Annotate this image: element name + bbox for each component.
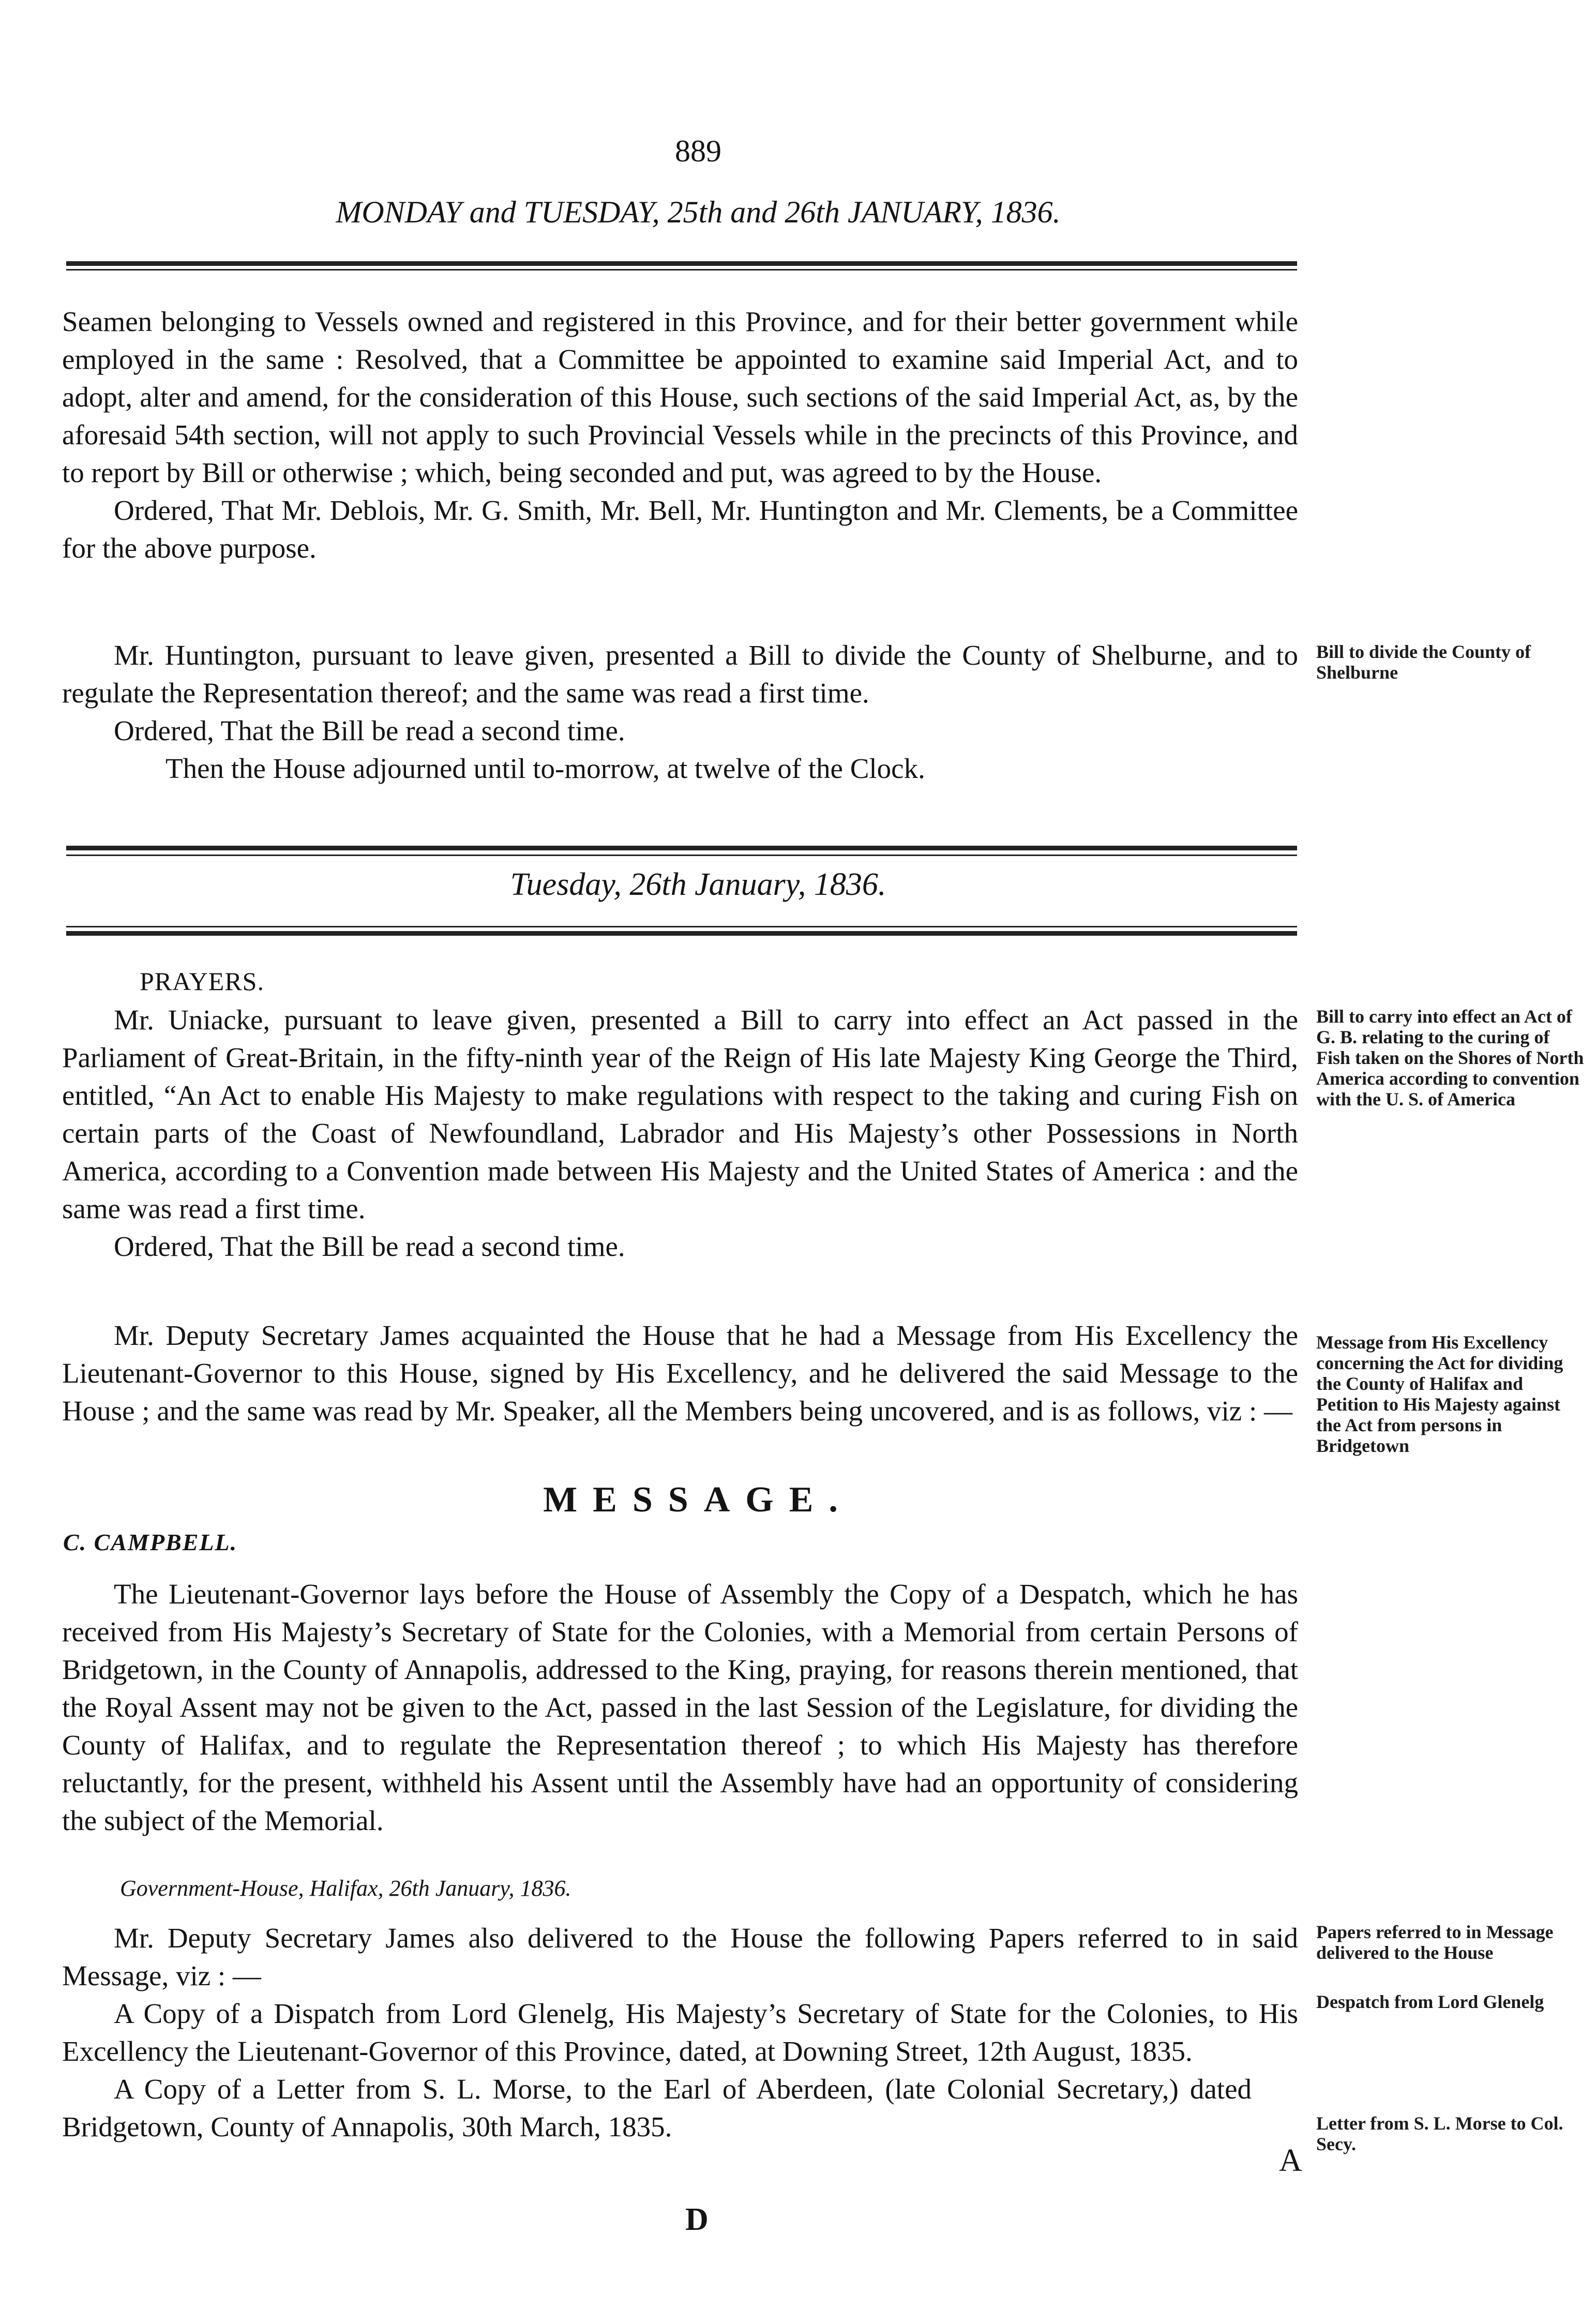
paragraph: Mr. Huntington, pursuant to leave given, presented a Bill to divide the County of Shelburne, and to regulate the Representation thereof; and the same was read a first time.	[62, 639, 1298, 709]
section-rule-thin-2	[66, 926, 1297, 927]
paragraph-adjourned: Then the House adjourned until to-morrow, at twelve of the Clock.	[165, 753, 925, 784]
proceedings-block-1	[62, 303, 1298, 567]
paragraph-ordered: Ordered, That Mr. Deblois, Mr. G. Smith, Mr. Bell, Mr. Huntington and Mr. Clements, be a Committee for the above purpose.	[62, 494, 1298, 564]
paragraph-ordered: Ordered, That the Bill be read a second time.	[114, 715, 625, 746]
section-rule-thick	[66, 846, 1297, 850]
section-rule-thick-2	[66, 931, 1297, 936]
signature-mark: D	[685, 2202, 709, 2237]
message-title: MESSAGE.	[543, 1480, 853, 1520]
header-rule-thin	[66, 269, 1297, 271]
message-body	[62, 1575, 1298, 1839]
paragraph: The Lieutenant-Governor lays before the House of Assembly the Copy of a Despatch, which he has received from His Majesty’s Secretary of State for the Colonies, with a Memorial from certain Persons of Bridgetown, in the County of Annapolis, addressed to the King, praying, for reasons therein mentioned, that the Royal Assent may not be given to the Act, passed in the last Session of the Legislature, for dividing the County of Halifax, and to regulate the Representation thereof ; to which His Majesty has therefore reluctantly, for the present, withheld his Assent until the Assembly have had an opportunity of considering the subject of the Memorial.	[62, 1578, 1298, 1836]
message-dateline: Government-House, Halifax, 26th January, 1836.	[120, 1876, 571, 1901]
paragraph: Mr. Deputy Secretary James also delivered to the House the following Papers referred to in said Message, viz : —	[62, 1922, 1298, 1991]
margin-note-glenelg: Despatch from Lord Glenelg	[1316, 1991, 1544, 2012]
paragraph: A Copy of a Letter from S. L. Morse, to the Earl of Aberdeen, (late Colonial Secretary,) dated Bridgetown, County of Annapolis, 30th March, 1835.	[62, 2073, 1252, 2142]
paragraph: Mr. Uniacke, pursuant to leave given, presented a Bill to carry into effect an Act passed in the Parliament of Great-Britain, in the fifty-ninth year of the Reign of His late Majesty King George the Third, entitled, “An Act to enable His Majesty to make regulations with respect to the taking and curing Fish on certain parts of the Coast of Newfoundland, Labrador and His Majesty’s other Possessions in North America, according to a Convention made between His Majesty and the United States of America : and the same was read a first time.	[62, 1004, 1298, 1224]
margin-note-morse: Letter from S. L. Morse to Col. Secy.	[1316, 2113, 1563, 2154]
proceedings-block-3	[62, 1001, 1298, 1265]
page-number: 889	[675, 134, 721, 168]
paragraph-ordered: Ordered, That the Bill be read a second time.	[114, 1231, 625, 1262]
page-header: MONDAY and TUESDAY, 25th and 26th JANUARY, 1836.	[336, 195, 1061, 229]
paragraph: Mr. Deputy Secretary James acquainted the House that he had a Message from His Excellency the Lieutenant-Governor to this House, signed by His Excellency, and he delivered the said Message to the House ; and the same was read by Mr. Speaker, all the Members being uncovered, and is as follows, viz : —	[62, 1320, 1298, 1427]
margin-note-fish: Bill to carry into effect an Act of G. B. relating to the curing of Fish taken on the Shores of North America according to convention with the U. S. of America	[1316, 1006, 1584, 1110]
paragraph: A Copy of a Dispatch from Lord Glenelg, His Majesty’s Secretary of State for the Colonies, to His Excellency the Lieutenant-Governor of this Province, dated, at Downing Street, 12th August, 1835.	[62, 1998, 1298, 2067]
prayers-heading: PRAYERS.	[140, 967, 264, 996]
message-signature: C. CAMPBELL.	[63, 1529, 238, 1555]
proceedings-block-4	[62, 1316, 1298, 1430]
proceedings-block-5	[62, 1919, 1298, 2146]
paragraph: Seamen belonging to Vessels owned and registered in this Province, and for their better government while employed in the same : Resolved, that a Committee be appointed to examine said Imperial Act, and to adopt, alter and amend, for the consideration of this House, such sections of the said Imperial Act, as, by the aforesaid 54th section, will not apply to such Provincial Vessels while in the precincts of this Province, and to report by Bill or otherwise ; which, being seconded and put, was agreed to by the House.	[62, 306, 1298, 488]
catchword: A	[1279, 2143, 1302, 2178]
section-title: Tuesday, 26th January, 1836.	[510, 867, 886, 902]
margin-note-shelburne: Bill to divide the County of Shelburne	[1316, 641, 1531, 683]
section-rule-thin	[66, 855, 1297, 856]
margin-note-message: Message from His Excellency concerning the Act for dividing the County of Halifax and Petition to His Majesty against the Act from persons in Bridgetown	[1316, 1332, 1563, 1456]
header-rule-thick	[66, 261, 1297, 266]
proceedings-block-2	[62, 636, 1298, 787]
margin-note-papers: Papers referred to in Message delivered to the House	[1316, 1922, 1554, 1963]
